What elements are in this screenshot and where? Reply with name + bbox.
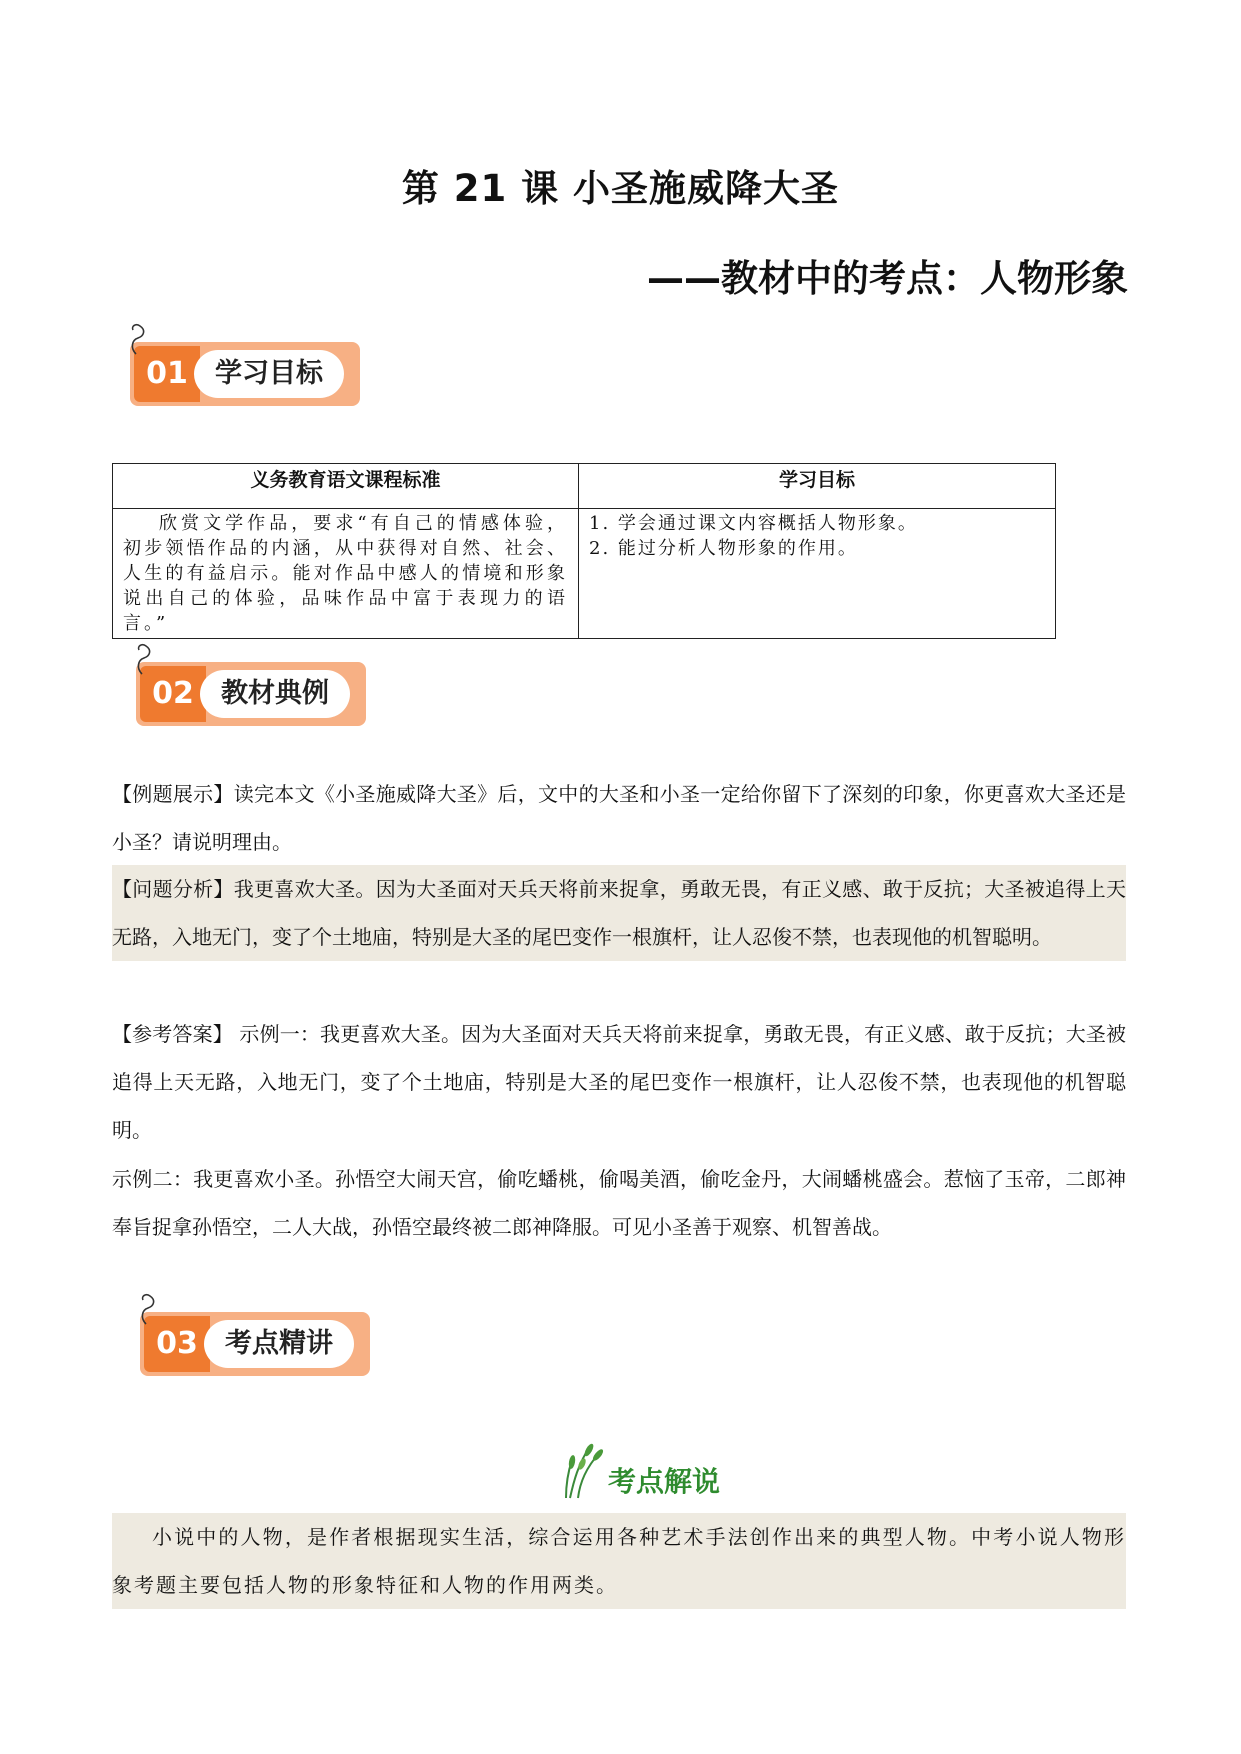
point-heading [560,1440,760,1500]
section-badge-02 [130,642,370,730]
example-answer-1: 【参考答案】 示例一：我更喜欢大圣。因为大圣面对天兵天将前来捉拿，勇敢无畏，有正义感、敢于反抗；大圣被追得上天无路，入地无门，变了个土地庙，特别是大圣的尾巴变作一根旗杆，让人忍俊不禁，也表现他的机智聪明。 [112,1022,1126,1142]
badge-number: 02 [140,666,206,722]
badge-label: 考点精讲 [204,1320,354,1368]
paperclip-icon [134,642,156,676]
page-title: 第 21 课 小圣施威降大圣 [401,167,840,210]
goal-item: 2. 能过分析人物形象的作用。 [589,538,858,559]
wheat-icon [560,1440,608,1500]
badge-label: 教材典例 [200,670,350,718]
goal-item: 1. 学会通过课文内容概括人物形象。 [589,513,918,534]
badge-label: 学习目标 [194,350,344,398]
point-body: 小说中的人物，是作者根据现实生活，综合运用各种艺术手法创作出来的典型人物。中考小说人物形象考题主要包括人物的形象特征和人物的作用两类。 [112,1513,1126,1609]
example-answer-2: 示例二：我更喜欢小圣。孙悟空大闹天宫，偷吃蟠桃，偷喝美酒，偷吃金丹，大闹蟠桃盛会。惹恼了玉帝，二郎神奉旨捉拿孙悟空，二人大战，孙悟空最终被二郎神降服。可见小圣善于观察、机智善战。 [112,1167,1126,1239]
example-question: 【例题展示】读完本文《小圣施威降大圣》后，文中的大圣和小圣一定给你留下了深刻的印象，你更喜欢大圣还是小圣？请说明理由。 [112,782,1126,854]
paperclip-icon [128,322,150,356]
paperclip-icon [138,1292,160,1326]
standard-text: 欣赏文学作品，要求“有自己的情感体验，初步领悟作品的内涵，从中获得对自然、社会、人生的有益启示。能对作品中感人的情境和形象说出自己的体验，品味作品中富于表现力的语言。” [113,509,579,639]
badge-number: 01 [134,346,200,402]
section-badge-03 [134,1292,374,1380]
table-header-standard: 义务教育语文课程标准 [113,464,579,509]
example-analysis: 【问题分析】我更喜欢大圣。因为大圣面对天兵天将前来捉拿，勇敢无畏，有正义感、敢于反抗；大圣被追得上天无路，入地无门，变了个土地庙，特别是大圣的尾巴变作一根旗杆，让人忍俊不禁，也表现他的机智聪明。 [112,865,1126,961]
page-subtitle: ——教材中的考点：人物形象 [647,257,1128,300]
section-badge-01 [124,322,364,410]
standards-table [112,463,1056,639]
badge-number: 03 [144,1316,210,1372]
table-header-goals: 学习目标 [579,464,1056,509]
point-heading-text: 考点解说 [608,1465,721,1498]
goals-cell [579,509,1056,639]
